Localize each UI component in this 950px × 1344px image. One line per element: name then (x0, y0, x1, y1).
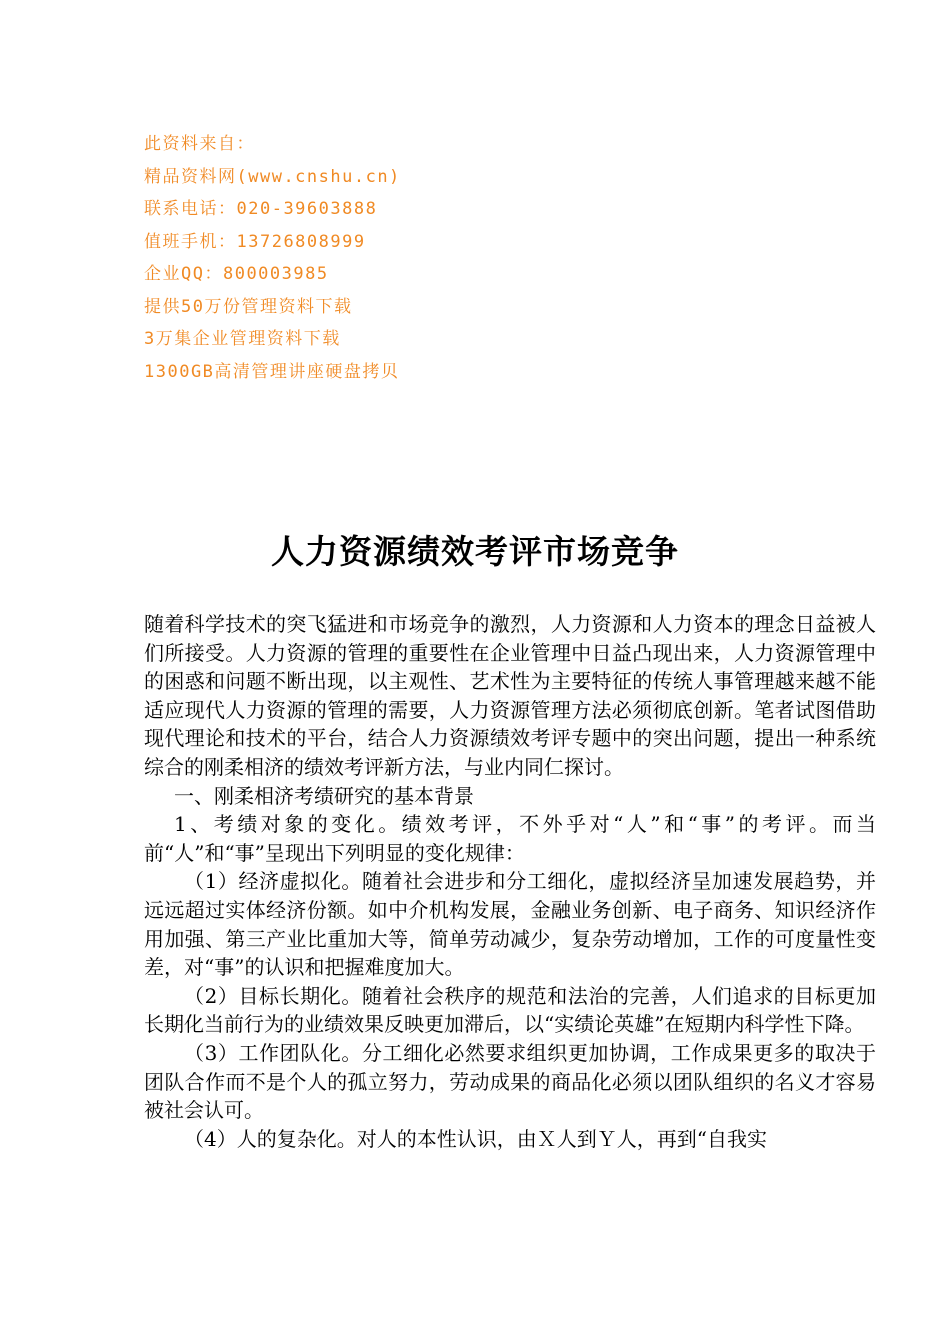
source-mobile-line: 值班手机：13726808999 (144, 231, 366, 252)
source-phone-line: 联系电话：020-39603888 (144, 199, 378, 219)
body-paragraph: （4）人的复杂化。对人的本性认识，由Ｘ人到Ｙ人，再到“自我实 (184, 1126, 767, 1151)
source-info-block (144, 128, 644, 388)
document-title: 人力资源绩效考评市场竞争 (271, 532, 679, 571)
document-body (144, 610, 876, 1153)
source-offer-line: 3万集企业管理资料下载 (144, 329, 341, 349)
section-heading: 一、刚柔相济考绩研究的基本背景 (174, 783, 474, 808)
source-line: 此资料来自： (144, 134, 255, 154)
source-qq-line: 企业QQ：800003985 (144, 264, 329, 284)
body-paragraph: （3）工作团队化。分工细化必然要求组织更加协调，工作成果更多的取决于团队合作而不是个人的孤立努力，劳动成果的商品化必须以团队组织的名义才容易被社会认可。 (144, 1040, 876, 1123)
body-paragraph: （1）经济虚拟化。随着社会进步和分工细化，虚拟经济呈加速发展趋势，并远远超过实体经济份额。如中介机构发展，金融业务创新、电子商务、知识经济作用加强、第三产业比重加大等，简单劳动减少，复杂劳动增加，工作的可度量性变差，对“事”的认识和把握难度加大。 (144, 869, 876, 980)
source-offer-line: 提供50万份管理资料下载 (144, 296, 353, 317)
body-paragraph: 1、考绩对象的变化。绩效考评，不外乎对“人”和“事”的考评。而当前“人”和“事”呈现出下列明显的变化规律： (144, 812, 876, 865)
body-paragraph: 随着科学技术的突飞猛进和市场竞争的激烈，人力资源和人力资本的理念日益被人们所接受。人力资源的管理的重要性在企业管理中日益凸现出来，人力资源管理中的困惑和问题不断出现，以主观性、艺术性为主要特征的传统人事管理越来越不能适应现代人力资源的管理的需要，人力资源管理方法必须彻底创新。笔者试图借助现代理论和技术的平台，结合人力资源绩效考评专题中的突出问题，提出一种系统综合的刚柔相济的绩效考评新方法，与业内同仁探讨。 (144, 612, 876, 779)
body-paragraph: （2）目标长期化。随着社会秩序的规范和法治的完善，人们追求的目标更加长期化当前行为的业绩效果反映更加滞后，以“实绩论英雄”在短期内科学性下降。 (144, 983, 876, 1037)
source-offer-line: 1300GB高清管理讲座硬盘拷贝 (144, 361, 400, 382)
source-website-line: 精品资料网(www.cnshu.cn) (144, 166, 401, 187)
